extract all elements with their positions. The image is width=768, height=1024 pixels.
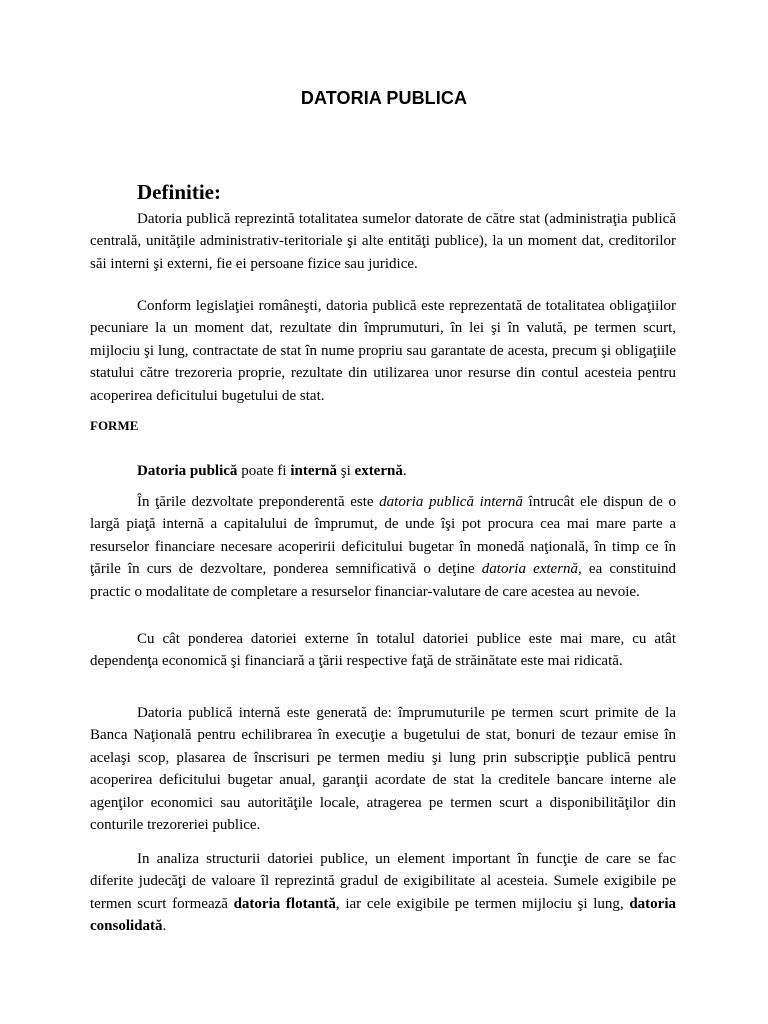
text-segment: întrucât ele dispun de o largă piaţă internă a capitalului de împrumut, de unde îşi pot procura cea mai mare parte a resurselor financiare necesare acoperirii deficitului bugetar în monedă naţională, în timp ce în ţările în curs de dezvoltare, ponderea semnificativă o deţine (90, 494, 676, 578)
forme-intro-paragraph (90, 460, 676, 482)
definition-paragraph-1: Datoria publică reprezintă totalitatea sumelor datorate de către stat (administraţia publică centrală, unităţile administrativ-teritoriale şi alte entităţi publice), la un moment dat, creditorilor săi interni şi externi, fie ei persoane fizice sau juridice. (90, 211, 676, 272)
text-segment: In analiza structurii datoriei publice, un element important în funcţie de care se fac diferite judecăţi de valoare îl reprezintă gradul de exigibilitate al acesteia. Sumele exigibile pe termen scurt formează (90, 851, 676, 912)
forme-heading: FORME (90, 418, 139, 433)
developed-countries-paragraph (90, 491, 676, 603)
definition-paragraph-2: Conform legislaţiei româneşti, datoria publică este reprezentată de totalitatea obligaţiilor pecuniare la un moment dat, rezultate din împrumuturi, în lei şi în valută, pe termen scurt, mijlociu şi lung, contractate de stat în nume propriu sau garantate de acesta, precum şi obligaţiile statului către trezoreria proprie, rezultate din utilizarea unor resurse din contul acesteia pentru acoperirea deficitului bugetului de stat. (90, 298, 676, 404)
text-segment: , iar cele exigibile pe termen mijlociu şi lung, (335, 895, 630, 912)
text-segment: . (402, 463, 407, 479)
debt-structure-paragraph (90, 848, 676, 938)
term-datoria-flotanta: datoria flotantă (233, 895, 336, 912)
term-datoria-publica-interna: datoria publică internă (379, 494, 523, 510)
definition-heading: Definitie: (137, 180, 221, 204)
document-title: DATORIA PUBLICA (300, 88, 468, 108)
internal-debt-sources-paragraph: Datoria publică internă este generată de: împrumuturile pe termen scurt primite de la Banca Naţională pentru echilibrarea în execuţie a bugetului de stat, bonuri de tezaur emise în acelaşi scop, plasarea de înscrisuri pe termen mediu şi lung prin subscripţie publică pentru acoperirea deficitului bugetar anual, garanţii acordate de stat la creditele bancare interne ale agenţilor economici sau autorităţile locale, atragerea pe termen scurt a disponibilităţilor din conturile trezoreriei publice. (90, 705, 676, 834)
text-segment: În ţările dezvoltate preponderentă este (137, 494, 380, 510)
term-datoria-consolidata: datoria consolidată (90, 895, 676, 935)
term-datoria-publica: Datoria publică (137, 463, 238, 479)
text-segment: poate fi (237, 463, 291, 479)
external-debt-dependency-paragraph: Cu cât ponderea datoriei externe în totalul datoriei publice este mai mare, cu atât dependenţa economică şi financiară a ţării respective faţă de străinătate este mai ridicată. (90, 631, 676, 670)
term-externa: externă (354, 463, 403, 479)
text-segment: şi (337, 463, 355, 479)
term-datoria-externa: datoria externă (481, 561, 579, 578)
term-interna: internă (290, 463, 338, 479)
text-segment: . (162, 918, 167, 935)
text-segment: , ea constituind practic o modalitate de completare a resurselor financiar-valutare de care acestea au nevoie. (90, 561, 677, 600)
